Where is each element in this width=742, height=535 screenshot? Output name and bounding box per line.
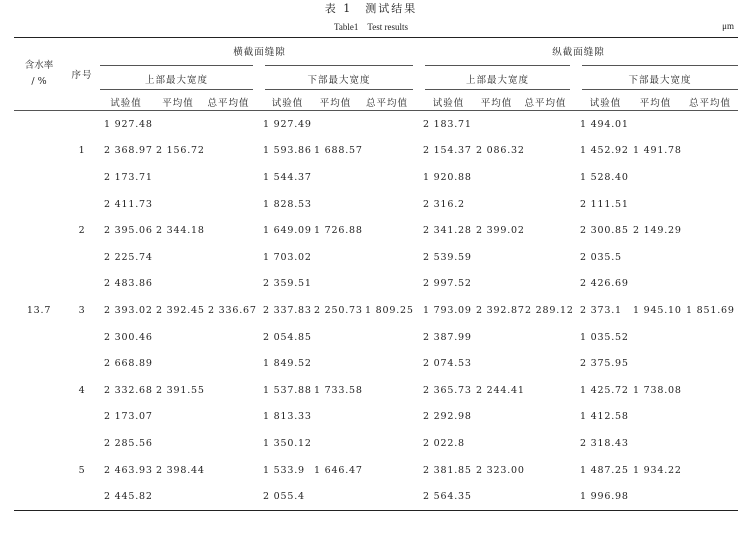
long-upper-test-value: 2 539.59 xyxy=(423,251,472,263)
trans-upper-test-value: 2 285.56 xyxy=(104,437,153,449)
long-upper-test-value: 2 564.35 xyxy=(419,483,472,510)
trans-lower-test-value: 1 849.52 xyxy=(263,358,312,370)
table-row xyxy=(14,138,738,165)
long-lower-test-value: 1 412.58 xyxy=(580,411,629,423)
table-caption-en: Table1 Test results xyxy=(334,22,408,32)
long-lower-test-value: 2 318.43 xyxy=(580,437,629,449)
table-row xyxy=(14,217,738,244)
trans-lower-mean: 1 646.47 xyxy=(314,464,363,476)
long-upper-mean: 2 244.41 xyxy=(476,384,525,396)
trans-upper-mean: 2 392.45 xyxy=(156,304,205,316)
long-upper-test-value: 2 341.28 xyxy=(423,225,472,237)
long-upper-mean: 2 323.00 xyxy=(476,464,525,476)
longitudinal-gap-header: 纵截面缝隙 xyxy=(419,38,738,64)
long-lower-test-value: 1 035.52 xyxy=(580,331,629,343)
long-lower-test-value: 2 111.51 xyxy=(580,198,629,210)
seq-value: 5 xyxy=(78,464,86,476)
water-content-header: 含水率 / % xyxy=(14,38,64,111)
long-upper-test-value: 2 365.73 xyxy=(423,384,472,396)
trans-upper-test-value: 2 668.89 xyxy=(104,358,153,370)
trans-lower-mean: 1 688.57 xyxy=(314,145,363,157)
table-row xyxy=(14,297,738,324)
col-test-value: 试验值 xyxy=(576,87,629,111)
long-lower-test-value: 2 375.95 xyxy=(580,358,629,370)
trans-upper-mean: 2 391.55 xyxy=(156,384,205,396)
long-upper-test-value: 2 292.98 xyxy=(423,411,472,423)
long-upper-test-value: 2 316.2 xyxy=(423,198,465,210)
trans-lower-test-value: 2 337.83 xyxy=(263,304,312,316)
test-results-table xyxy=(14,37,738,511)
long-upper-test-value: 2 154.37 xyxy=(423,145,472,157)
trans-lower-test-value: 1 544.37 xyxy=(263,171,312,183)
trans-upper-test-value: 2 411.73 xyxy=(104,198,153,210)
long-upper-mean: 2 399.02 xyxy=(476,225,525,237)
long-lower-test-value: 2 035.5 xyxy=(580,251,622,263)
water-content-value: 13.7 xyxy=(14,111,64,511)
trans-lower-test-value: 1 593.86 xyxy=(263,145,312,157)
long-upper-header: 上部最大宽度 xyxy=(419,63,576,87)
table-row xyxy=(14,191,738,218)
table-caption-cn: 表 1 测试结果 xyxy=(324,2,418,15)
col-mean: 平均值 xyxy=(629,87,682,111)
trans-lower-test-value: 1 828.53 xyxy=(263,198,312,210)
col-test-value: 试验值 xyxy=(419,87,472,111)
trans-lower-mean: 1 726.88 xyxy=(314,225,363,237)
long-lower-mean: 1 945.10 xyxy=(633,304,682,316)
trans-upper-test-value: 2 445.82 xyxy=(100,483,152,510)
trans-upper-header: 上部最大宽度 xyxy=(100,63,259,87)
table-row xyxy=(14,377,738,404)
trans-lower-test-value: 2 359.51 xyxy=(263,278,312,290)
unit-label: μm xyxy=(722,21,734,31)
long-lower-test-value: 1 996.98 xyxy=(576,483,629,510)
long-upper-test-value: 2 022.8 xyxy=(423,437,465,449)
table-row xyxy=(14,244,738,271)
trans-lower-test-value: 1 927.49 xyxy=(263,118,312,130)
col-total-mean: 总平均值 xyxy=(204,87,259,111)
trans-upper-test-value: 2 483.86 xyxy=(104,278,153,290)
table-row xyxy=(14,164,738,191)
long-upper-test-value: 2 183.71 xyxy=(423,118,472,130)
long-lower-test-value: 1 487.25 xyxy=(580,464,629,476)
trans-upper-total-mean: 2 336.67 xyxy=(208,304,257,316)
trans-lower-test-value: 1 703.02 xyxy=(263,251,312,263)
seq-value: 2 xyxy=(78,225,86,237)
long-lower-test-value: 1 452.92 xyxy=(580,145,629,157)
col-mean: 平均值 xyxy=(310,87,361,111)
col-total-mean: 总平均值 xyxy=(361,87,419,111)
trans-lower-mean: 1 733.58 xyxy=(314,384,363,396)
long-lower-mean: 2 149.29 xyxy=(633,225,682,237)
trans-lower-total-mean: 1 809.25 xyxy=(365,304,414,316)
col-mean: 平均值 xyxy=(152,87,204,111)
table-row xyxy=(14,430,738,457)
long-lower-test-value: 2 426.69 xyxy=(580,278,629,290)
table-row xyxy=(14,457,738,484)
trans-lower-test-value: 2 054.85 xyxy=(263,331,312,343)
long-lower-test-value: 1 425.72 xyxy=(580,384,629,396)
col-mean: 平均值 xyxy=(472,87,521,111)
col-total-mean: 总平均值 xyxy=(521,87,576,111)
table-row xyxy=(14,271,738,298)
trans-upper-test-value: 2 395.06 xyxy=(104,225,153,237)
long-upper-test-value: 1 920.88 xyxy=(423,171,472,183)
col-test-value: 试验值 xyxy=(100,87,152,111)
table-row xyxy=(14,324,738,351)
trans-lower-test-value: 1 533.9 xyxy=(263,464,305,476)
trans-upper-mean: 2 156.72 xyxy=(156,145,205,157)
trans-upper-test-value: 2 368.97 xyxy=(104,145,153,157)
long-upper-mean: 2 086.32 xyxy=(476,145,525,157)
long-upper-test-value: 1 793.09 xyxy=(423,304,472,316)
table-row xyxy=(14,350,738,377)
table-body xyxy=(14,111,738,511)
seq-value: 1 xyxy=(78,145,86,157)
table-row xyxy=(14,111,738,138)
seq-header: 序号 xyxy=(64,38,100,111)
long-upper-total-mean: 2 289.12 xyxy=(525,304,574,316)
trans-upper-test-value: 2 173.07 xyxy=(104,411,153,423)
table-row xyxy=(14,404,738,431)
trans-upper-mean: 2 398.44 xyxy=(156,464,205,476)
long-lower-test-value: 1 528.40 xyxy=(580,171,629,183)
long-lower-test-value: 1 494.01 xyxy=(580,118,629,130)
trans-upper-test-value: 2 225.74 xyxy=(104,251,153,263)
long-lower-test-value: 2 373.1 xyxy=(580,304,622,316)
long-lower-test-value: 2 300.85 xyxy=(580,225,629,237)
trans-lower-mean: 2 250.73 xyxy=(314,304,363,316)
long-lower-header: 下部最大宽度 xyxy=(576,63,738,87)
trans-upper-test-value: 2 300.46 xyxy=(104,331,153,343)
trans-lower-test-value: 1 350.12 xyxy=(263,437,312,449)
trans-lower-test-value: 1 649.09 xyxy=(263,225,312,237)
trans-upper-test-value: 2 393.02 xyxy=(104,304,153,316)
long-lower-mean: 1 934.22 xyxy=(633,464,682,476)
seq-value: 4 xyxy=(78,384,86,396)
transverse-gap-header: 横截面缝隙 xyxy=(100,38,419,64)
seq-value: 3 xyxy=(78,304,86,316)
long-lower-mean: 1 491.78 xyxy=(633,145,682,157)
col-total-mean: 总平均值 xyxy=(682,87,738,111)
long-upper-test-value: 2 387.99 xyxy=(423,331,472,343)
trans-lower-test-value: 1 537.88 xyxy=(263,384,312,396)
trans-upper-test-value: 2 332.68 xyxy=(104,384,153,396)
col-test-value: 试验值 xyxy=(259,87,310,111)
long-lower-mean: 1 738.08 xyxy=(633,384,682,396)
long-upper-mean: 2 392.87 xyxy=(476,304,525,316)
trans-upper-test-value: 2 173.71 xyxy=(104,171,153,183)
table-row xyxy=(14,483,738,510)
long-upper-test-value: 2 997.52 xyxy=(423,278,472,290)
trans-lower-test-value: 1 813.33 xyxy=(263,411,312,423)
long-lower-total-mean: 1 851.69 xyxy=(686,304,735,316)
trans-lower-header: 下部最大宽度 xyxy=(259,63,419,87)
long-upper-test-value: 2 074.53 xyxy=(423,358,472,370)
trans-lower-test-value: 2 055.4 xyxy=(259,483,310,510)
long-upper-test-value: 2 381.85 xyxy=(423,464,472,476)
trans-upper-test-value: 2 463.93 xyxy=(104,464,153,476)
trans-upper-test-value: 1 927.48 xyxy=(104,118,153,130)
trans-upper-mean: 2 344.18 xyxy=(156,225,205,237)
